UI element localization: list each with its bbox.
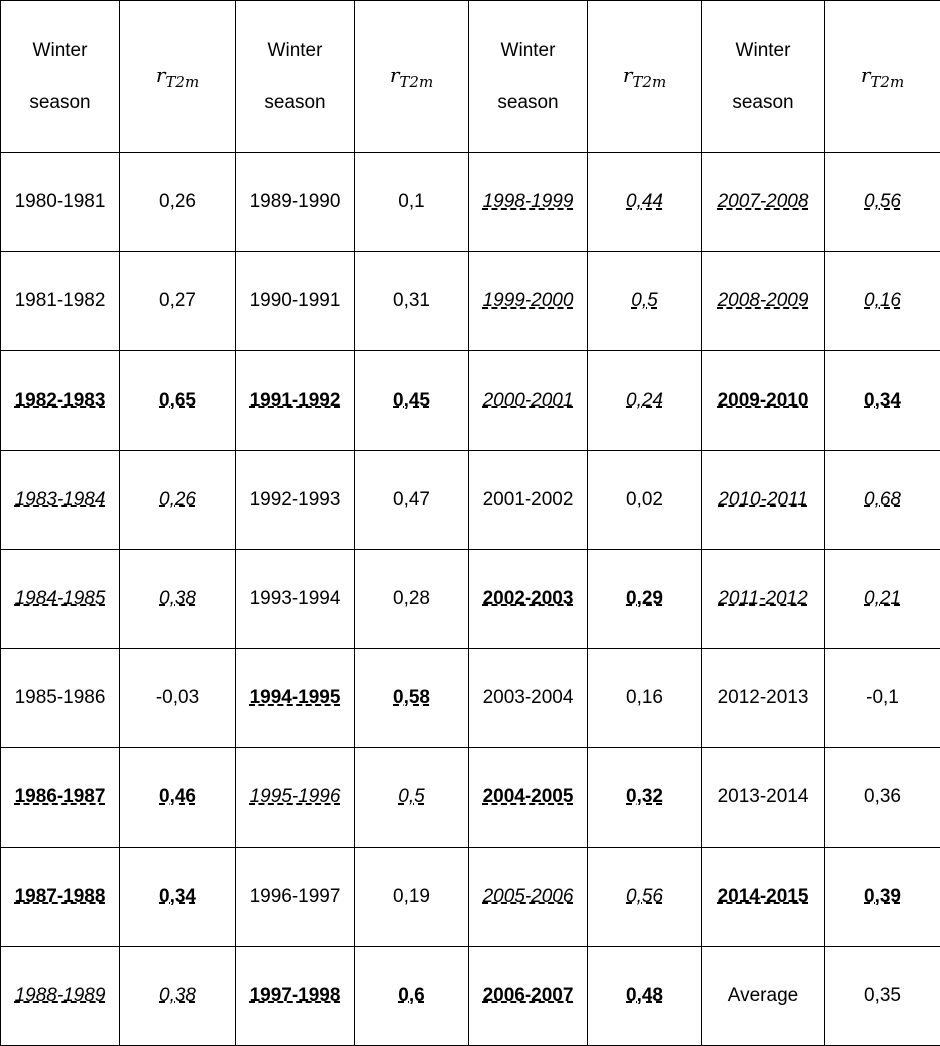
header-season-label: Winter season	[732, 39, 794, 113]
season-value: 2005-2006	[482, 885, 574, 907]
header-row	[1, 1, 940, 153]
correlation-value: -0,1	[866, 687, 899, 709]
season-cell	[702, 450, 825, 549]
header-winter-season	[1, 1, 120, 153]
season-value: 1988-1989	[14, 984, 106, 1006]
correlation-cell	[120, 153, 236, 252]
r-subscript: T2m	[165, 72, 200, 91]
header-winter-season	[469, 1, 588, 153]
season-cell	[1, 252, 120, 351]
season-value: 1998-1999	[482, 191, 574, 213]
correlation-value: 0,35	[864, 984, 901, 1006]
season-cell	[469, 748, 588, 847]
season-cell	[469, 649, 588, 748]
r-symbol: $r_{T2m}$	[860, 62, 905, 91]
season-value: 1983-1984	[14, 488, 106, 510]
season-value: 1989-1990	[249, 191, 341, 213]
header-season-label: Winter season	[264, 39, 326, 113]
correlation-value: 0,44	[626, 191, 663, 213]
season-value: 2011-2012	[718, 587, 808, 609]
correlation-value: 0,16	[864, 290, 901, 312]
header-season-label: Winter season	[29, 39, 91, 113]
season-value: 2012-2013	[717, 687, 809, 709]
season-value: 1995-1996	[249, 786, 341, 808]
season-value: 2007-2008	[717, 191, 809, 213]
correlation-cell	[825, 450, 940, 549]
correlation-value: 0,26	[159, 191, 196, 213]
correlation-cell	[120, 847, 236, 946]
season-value: 2010-2011	[718, 488, 808, 510]
correlation-cell	[355, 847, 469, 946]
table-row	[1, 847, 940, 946]
r-symbol: $r_{T2m}$	[155, 62, 200, 91]
correlation-cell	[120, 748, 236, 847]
correlation-value: 0,19	[393, 885, 430, 907]
correlation-value: 0,68	[864, 488, 901, 510]
correlation-cell	[120, 649, 236, 748]
season-value: 2000-2001	[482, 389, 574, 411]
correlation-cell	[588, 946, 702, 1045]
season-cell	[236, 748, 355, 847]
table-body	[1, 153, 940, 1046]
correlation-cell	[588, 748, 702, 847]
header-season-label: Winter season	[497, 39, 559, 113]
correlation-cell	[825, 649, 940, 748]
correlation-cell	[355, 252, 469, 351]
correlation-cell	[355, 450, 469, 549]
season-cell	[1, 649, 120, 748]
correlation-value: 0,38	[159, 587, 196, 609]
correlation-cell	[588, 351, 702, 450]
season-value: 1986-1987	[14, 786, 106, 808]
correlation-cell	[825, 252, 940, 351]
r-subscript: T2m	[399, 72, 434, 91]
table-row	[1, 252, 940, 351]
correlation-cell	[120, 351, 236, 450]
correlation-cell	[120, 549, 236, 648]
season-cell	[236, 351, 355, 450]
table-row	[1, 549, 940, 648]
season-value: 2006-2007	[482, 984, 574, 1006]
correlation-cell	[355, 946, 469, 1045]
season-cell	[236, 549, 355, 648]
correlation-cell	[825, 847, 940, 946]
table-row	[1, 450, 940, 549]
season-value: 2004-2005	[482, 786, 574, 808]
table-row	[1, 748, 940, 847]
header-winter-season	[236, 1, 355, 153]
season-cell	[469, 847, 588, 946]
season-cell	[702, 153, 825, 252]
season-cell	[236, 450, 355, 549]
correlation-value: 0,31	[393, 290, 430, 312]
season-value: 1985-1986	[14, 687, 106, 709]
correlation-value: 0,34	[159, 885, 196, 907]
season-value: 1992-1993	[249, 488, 341, 510]
season-cell	[469, 351, 588, 450]
season-value: 1994-1995	[249, 687, 341, 709]
correlation-cell	[120, 946, 236, 1045]
header-r-t2m	[120, 1, 236, 153]
season-value: 2009-2010	[717, 389, 809, 411]
season-cell	[469, 153, 588, 252]
season-cell	[1, 946, 120, 1045]
r-symbol: $r_{T2m}$	[622, 62, 667, 91]
correlation-value: 0,27	[159, 290, 196, 312]
correlation-cell	[588, 847, 702, 946]
correlation-value: 0,65	[159, 389, 196, 411]
season-value: 1999-2000	[482, 290, 574, 312]
season-cell	[469, 946, 588, 1045]
table-header	[1, 1, 940, 153]
correlation-cell	[355, 649, 469, 748]
table-row	[1, 649, 940, 748]
season-cell	[236, 153, 355, 252]
correlation-value: 0,36	[864, 786, 901, 808]
season-cell	[1, 549, 120, 648]
season-cell	[1, 450, 120, 549]
correlation-value: 0,28	[393, 587, 430, 609]
correlation-cell	[825, 549, 940, 648]
correlation-cell	[355, 549, 469, 648]
season-cell	[702, 847, 825, 946]
correlation-value: 0,45	[393, 389, 430, 411]
season-cell	[702, 946, 825, 1045]
season-value: 2008-2009	[717, 290, 809, 312]
correlation-value: 0,24	[626, 389, 663, 411]
season-cell	[702, 649, 825, 748]
correlation-value: 0,26	[159, 488, 196, 510]
season-cell	[702, 748, 825, 847]
correlation-cell	[355, 351, 469, 450]
table-row	[1, 946, 940, 1045]
correlation-value: 0,46	[159, 786, 196, 808]
correlation-value: 0,21	[864, 587, 901, 609]
correlation-value: 0,5	[398, 786, 425, 808]
season-value: 2013-2014	[717, 786, 809, 808]
r-subscript: T2m	[870, 72, 905, 91]
correlation-cell	[825, 946, 940, 1045]
season-cell	[236, 847, 355, 946]
table-row	[1, 153, 940, 252]
correlation-cell	[120, 252, 236, 351]
season-value: 2002-2003	[482, 587, 574, 609]
correlation-value: 0,39	[864, 885, 901, 907]
season-cell	[1, 748, 120, 847]
table-row	[1, 351, 940, 450]
correlation-value: 0,47	[393, 488, 430, 510]
season-value: 1987-1988	[14, 885, 106, 907]
correlation-cell	[588, 549, 702, 648]
header-r-t2m	[355, 1, 469, 153]
correlation-value: 0,32	[626, 786, 663, 808]
season-value: 2014-2015	[717, 885, 809, 907]
season-value: 1980-1981	[14, 191, 106, 213]
season-value: 1991-1992	[249, 389, 341, 411]
season-value: 1990-1991	[249, 290, 341, 312]
season-value: 1984-1985	[14, 587, 106, 609]
season-value: 1993-1994	[249, 587, 341, 609]
season-value: 1996-1997	[249, 885, 341, 907]
season-cell	[1, 153, 120, 252]
header-winter-season	[702, 1, 825, 153]
season-cell	[469, 450, 588, 549]
correlation-cell	[588, 252, 702, 351]
correlation-cell	[825, 351, 940, 450]
correlation-value: -0,03	[155, 687, 200, 709]
correlation-value: 0,1	[398, 191, 425, 213]
correlation-value: 0,6	[398, 984, 425, 1006]
correlation-value: 0,16	[626, 687, 663, 709]
correlation-value: 0,02	[626, 488, 663, 510]
correlation-cell	[588, 153, 702, 252]
correlation-cell	[588, 450, 702, 549]
correlation-value: 0,5	[631, 290, 658, 312]
header-r-t2m	[825, 1, 940, 153]
correlation-cell	[355, 153, 469, 252]
header-r-t2m	[588, 1, 702, 153]
season-cell	[469, 252, 588, 351]
correlation-cell	[120, 450, 236, 549]
season-cell	[236, 649, 355, 748]
correlation-value: 0,29	[626, 587, 663, 609]
season-value: Average	[727, 984, 799, 1006]
season-value: 1982-1983	[14, 389, 106, 411]
correlation-cell	[825, 748, 940, 847]
season-cell	[1, 351, 120, 450]
correlation-cell	[588, 649, 702, 748]
season-cell	[469, 549, 588, 648]
season-cell	[702, 549, 825, 648]
season-value: 2003-2004	[482, 687, 574, 709]
correlation-cell	[825, 153, 940, 252]
correlation-cell	[355, 748, 469, 847]
season-cell	[236, 252, 355, 351]
season-cell	[702, 351, 825, 450]
correlation-value: 0,34	[864, 389, 901, 411]
season-cell	[236, 946, 355, 1045]
correlation-value: 0,56	[626, 885, 663, 907]
season-value: 1981-1982	[14, 290, 106, 312]
correlation-value: 0,56	[864, 191, 901, 213]
r-subscript: T2m	[632, 72, 667, 91]
r-symbol: $r_{T2m}$	[389, 62, 434, 91]
season-cell	[1, 847, 120, 946]
season-value: 2001-2002	[482, 488, 574, 510]
correlation-value: 0,48	[626, 984, 663, 1006]
correlation-value: 0,38	[159, 984, 196, 1006]
correlation-value: 0,58	[393, 687, 430, 709]
season-value: 1997-1998	[249, 984, 341, 1006]
season-cell	[702, 252, 825, 351]
